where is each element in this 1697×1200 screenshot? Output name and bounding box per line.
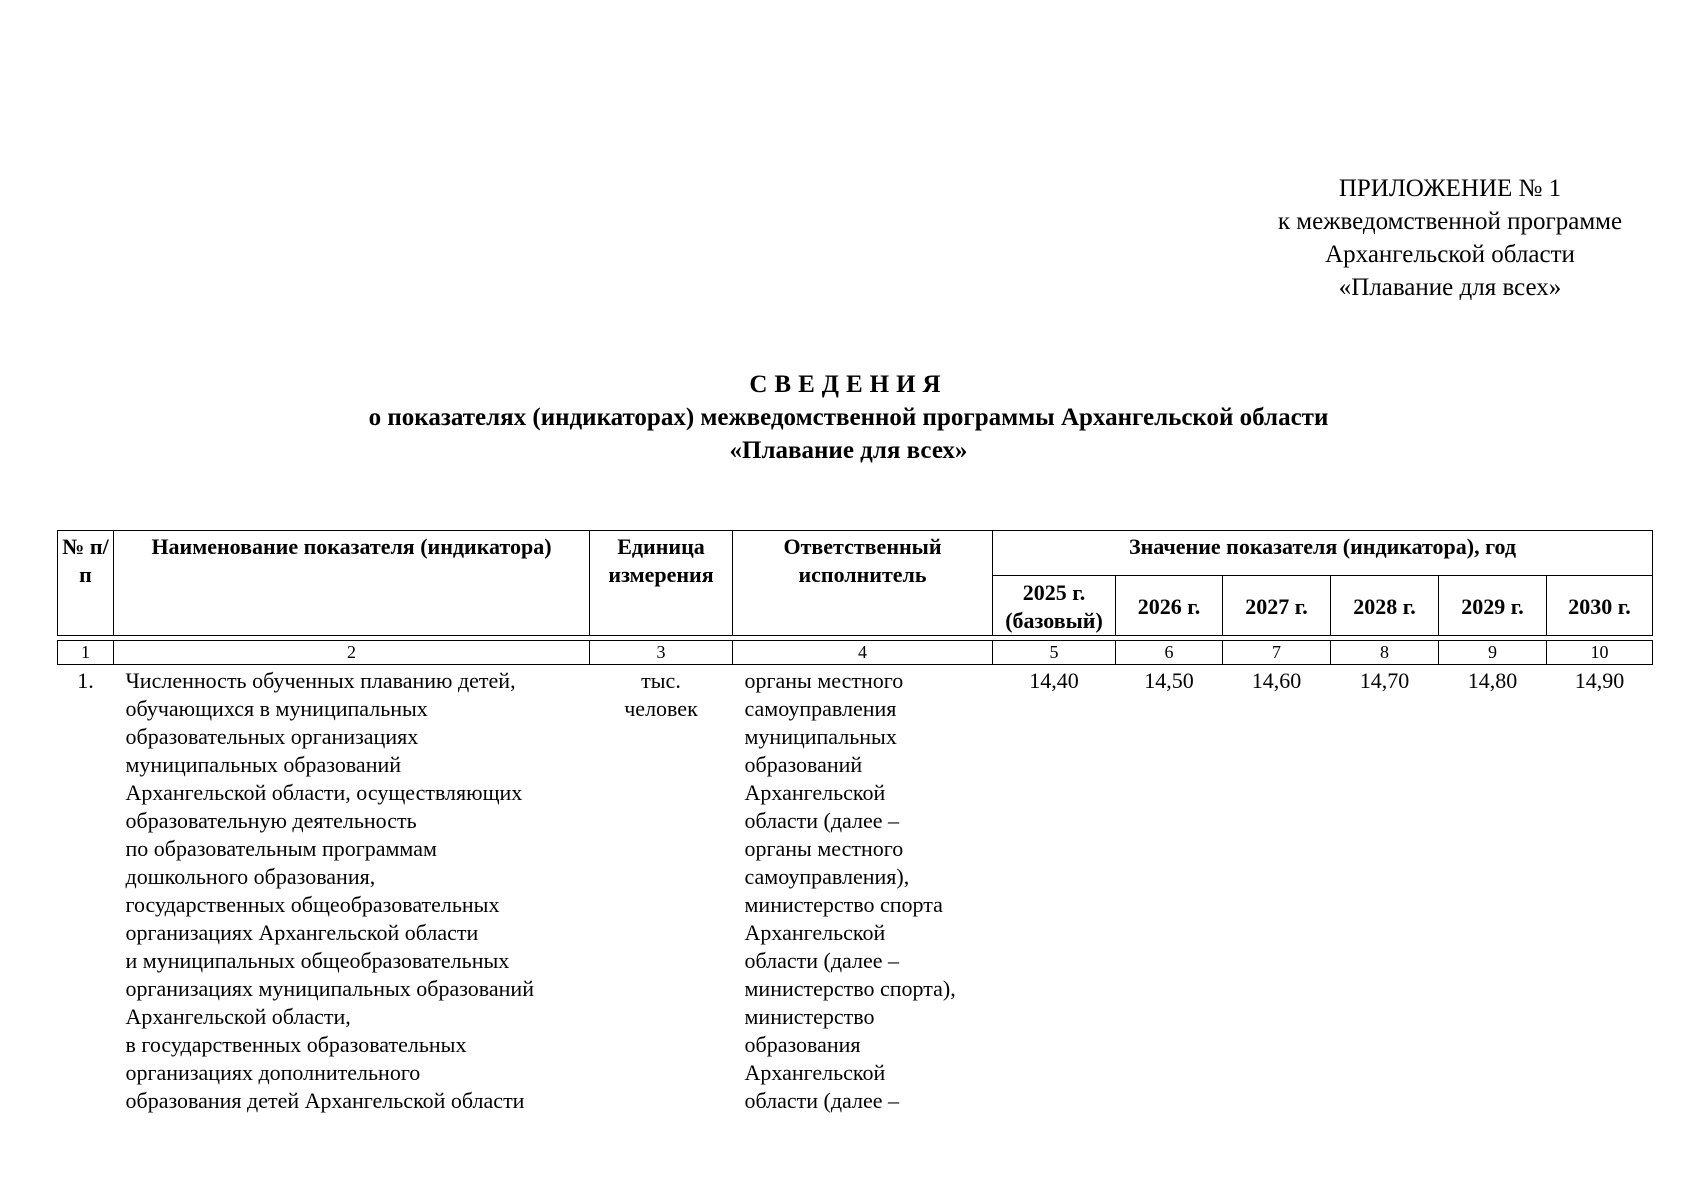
unit-line: тыс.	[641, 668, 681, 693]
appendix-subtitle-line: «Плавание для всех»	[1338, 274, 1562, 301]
indicator-name-line: государственных общеобразовательных	[125, 892, 500, 917]
indicator-name-line: муниципальных образований	[125, 752, 402, 777]
document-subtitle: о показателях (индикаторах) межведомственной программы Архангельской области	[368, 404, 1329, 431]
executor-line: Архангельской	[744, 780, 886, 805]
appendix-subtitle-line: Архангельской области	[1325, 241, 1575, 268]
value-2026: 14,50	[1144, 668, 1194, 693]
header-year: 2026 г.	[1116, 576, 1223, 636]
indicator-name-line: организациях дополнительного	[125, 1060, 421, 1085]
header-year: 2027 г.	[1223, 576, 1331, 636]
column-number: 7	[1223, 641, 1331, 665]
executor-line: органы местного	[744, 836, 904, 861]
indicator-name-line: Численность обученных плаванию детей,	[125, 668, 516, 693]
indicator-unit	[590, 665, 733, 1116]
unit-line: человек	[624, 696, 698, 721]
indicator-name-line: образовательную деятельность	[125, 808, 417, 833]
column-number: 1	[58, 641, 114, 665]
indicator-name-line: обучающихся в муниципальных	[125, 696, 428, 721]
header-values-group: Значение показателя (индикатора), год	[993, 531, 1653, 576]
column-number: 3	[590, 641, 733, 665]
executor-line: Архангельской	[744, 1060, 886, 1085]
document-subtitle: «Плавание для всех»	[729, 437, 968, 464]
value-2028: 14,70	[1359, 668, 1410, 693]
table-row	[58, 665, 1653, 1116]
column-number: 8	[1331, 641, 1439, 665]
header-year: 2028 г.	[1331, 576, 1439, 636]
column-number: 4	[733, 641, 993, 665]
column-number: 6	[1116, 641, 1223, 665]
header-year: 2029 г.	[1439, 576, 1547, 636]
executor-line: самоуправления),	[744, 864, 910, 889]
executor-line: муниципальных	[744, 724, 897, 749]
indicators-table	[57, 530, 1653, 1115]
document-title: СВЕДЕНИЯ	[749, 371, 948, 398]
appendix-subtitle-line: к межведомственной программе	[1277, 208, 1623, 235]
indicator-name-line: дошкольного образования,	[125, 864, 376, 889]
value-2025: 14,40	[1029, 668, 1079, 693]
column-number: 10	[1547, 641, 1653, 665]
appendix-title: ПРИЛОЖЕНИЕ № 1	[1338, 175, 1562, 202]
indicator-name-line: образования детей Архангельской области	[125, 1088, 525, 1113]
value-2027: 14,60	[1251, 668, 1302, 693]
header-name: Наименование показателя (индикатора)	[114, 531, 590, 636]
indicator-name-line: образовательных организациях	[125, 724, 419, 749]
indicator-name-line: организациях муниципальных образований	[125, 976, 534, 1001]
document-heading	[0, 368, 1697, 467]
indicator-name-line: Архангельской области,	[125, 1004, 351, 1029]
executor-line: образования	[744, 1032, 861, 1057]
header-year: 2025 г. (базовый)	[993, 576, 1116, 636]
executor-line: министерство спорта	[744, 892, 943, 917]
responsible-executor	[733, 665, 993, 1116]
executor-line: Архангельской	[744, 920, 886, 945]
indicator-name-line: организациях Архангельской области	[125, 920, 479, 945]
column-number-row	[58, 641, 1653, 665]
indicator-name-line: и муниципальных общеобразовательных	[125, 948, 510, 973]
header-num: № п/п	[58, 531, 114, 636]
indicator-name	[114, 665, 590, 1116]
column-number: 9	[1439, 641, 1547, 665]
header-executor: Ответственный исполнитель	[733, 531, 993, 636]
executor-line: министерство спорта),	[744, 976, 956, 1001]
indicator-name-line: в государственных образовательных	[125, 1032, 467, 1057]
row-number: 1.	[77, 668, 94, 693]
executor-line: органы местного	[744, 668, 904, 693]
executor-line: самоуправления	[744, 696, 897, 721]
column-number: 2	[114, 641, 590, 665]
appendix-caption	[1200, 172, 1697, 304]
executor-line: области (далее –	[744, 808, 900, 833]
value-2030: 14,90	[1574, 668, 1625, 693]
indicator-name-line: по образовательным программам	[125, 836, 437, 861]
executor-line: области (далее –	[744, 1088, 900, 1113]
header-year: 2030 г.	[1547, 576, 1653, 636]
column-number: 5	[993, 641, 1116, 665]
value-2029: 14,80	[1467, 668, 1518, 693]
executor-line: образований	[744, 752, 863, 777]
executor-line: области (далее –	[744, 948, 900, 973]
indicator-name-line: Архангельской области, осуществляющих	[125, 780, 523, 805]
executor-line: министерство	[744, 1004, 875, 1029]
header-unit: Единица измерения	[590, 531, 733, 636]
